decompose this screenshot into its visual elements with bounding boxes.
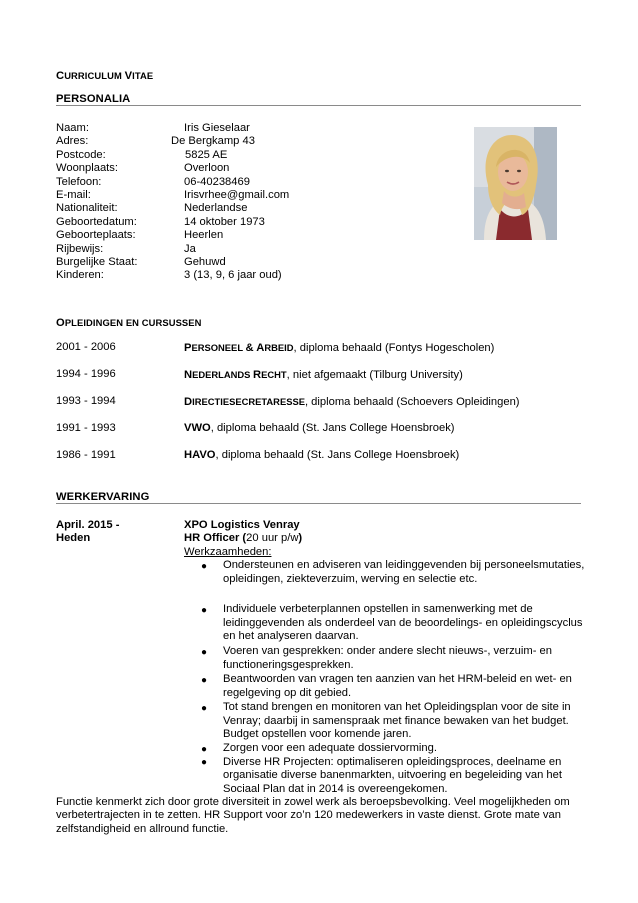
personal-label: Rijbewijs: [56,242,104,255]
personal-value: 06-40238469 [184,175,250,188]
education-year: 1993 - 1994 [56,395,116,407]
duty-item: Ondersteunen en adviseren van leidinggevenden bij personeelsmutaties, opleidingen, ziekteverzuim, werving en selectie etc. [223,559,585,585]
personal-value: Gehuwd [184,256,226,268]
personal-label: Kinderen: [56,269,104,282]
job-role: HR Officer (20 uur p/w) [184,532,303,545]
bullet-icon: ● [201,702,208,714]
personal-value: Irisvrhee@gmail.com [184,189,290,201]
personal-value: Overloon [184,162,230,175]
duty-item: Individuele verbeterplannen opstellen in samenwerking met de leidinggevenden als onderdeel van de beoordelings- en opleidingscyclus en het analyseren daarvan. [223,603,583,642]
personal-label: Postcode: [56,148,106,161]
education-year: 1986 - 1991 [56,449,116,461]
personal-value: 14 oktober 1973 [184,215,265,228]
education-entry: HAVO, diploma behaald (St. Jans College Hoensbroek) [184,449,460,461]
personal-label: E-mail: [56,189,91,201]
job-date-start: April. 2015 - [56,519,120,531]
personal-value: 5825 AE [185,148,228,161]
section-divider [56,503,581,504]
bullet-icon: ● [201,757,208,768]
personal-value: Iris Gieselaar [184,122,250,134]
personal-label: Telefoon: [56,175,102,188]
personal-label: Nationaliteit: [56,202,118,215]
document-title: CURRICULUM VITAE [56,70,154,82]
education-entry: VWO, diploma behaald (St. Jans College Hoensbroek) [184,422,455,434]
personal-value: Heerlen [184,229,224,242]
duty-item: Zorgen voor een adequate dossiervorming. [223,742,437,755]
duty-item: Beantwoorden van vragen ten aanzien van het HRM-beleid en wet- en regelgeving op dit gebied. [223,673,572,699]
job-summary: Functie kenmerkt zich door grote diversiteit in zowel werk als beroepsbevolking. Veel mogelijkheden om verbetertrajecten in te zetten. HR Support voor zo’n 120 medewerkers in vaste dienst. Grote mate van zelfstandigheid en allround functie. [56,796,570,835]
duty-item: Voeren van gesprekken: onder andere slecht nieuws-, verzuim- en functioneringsgesprekken. [223,645,552,671]
bullet-icon: ● [201,646,208,658]
personal-value: Nederlandse [184,202,248,215]
profile-photo [474,127,557,240]
personal-label: Adres: [56,135,89,148]
education-entry: NEDERLANDS RECHT, niet afgemaakt (Tilburg University) [184,369,463,381]
bullet-icon: ● [201,743,208,755]
section-heading-work: WERKERVARING [56,491,150,503]
personal-label: Burgelijke Staat: [56,256,138,268]
personal-label: Woonplaats: [56,162,118,175]
section-heading-education: OPLEIDINGEN EN CURSUSSEN [56,317,202,329]
personal-value: De Bergkamp 43 [171,135,255,148]
section-heading-personalia: PERSONALIA [56,93,131,105]
job-date-end: Heden [56,532,91,545]
portrait-illustration [474,127,557,240]
education-entry: DIRECTIESECRETARESSE, diploma behaald (Schoevers Opleidingen) [184,396,520,408]
duty-item: Diverse HR Projecten: optimaliseren opleidingsproces, deelname en organisatie diverse banenmarkten, uitvoering en begeleiding van het Sociaal Plan dat in 2014 is overeengekomen. [223,755,562,795]
bullet-icon: ● [201,674,208,686]
personal-value: Ja [184,242,196,255]
duty-item: Tot stand brengen en monitoren van het Opleidingsplan voor de site in Venray; daarbij in samenspraak met finance bewaken van het budget. Budget opstellen voor komende jaren. [223,701,571,740]
bullet-icon: ● [201,560,208,572]
bullet-icon: ● [201,604,208,616]
personal-label: Naam: [56,122,89,134]
education-year: 1991 - 1993 [56,422,116,434]
personal-value: 3 (13, 9, 6 jaar oud) [184,269,282,282]
education-entry: PERSONEEL & ARBEID, diploma behaald (Fontys Hogescholen) [184,342,495,354]
section-divider [56,105,581,106]
duties-heading: Werkzaamheden: [184,545,272,558]
education-year: 2001 - 2006 [56,341,116,353]
education-year: 1994 - 1996 [56,368,116,380]
personal-label: Geboortedatum: [56,215,137,228]
job-company: XPO Logistics Venray [184,519,300,531]
personal-label: Geboorteplaats: [56,229,136,242]
